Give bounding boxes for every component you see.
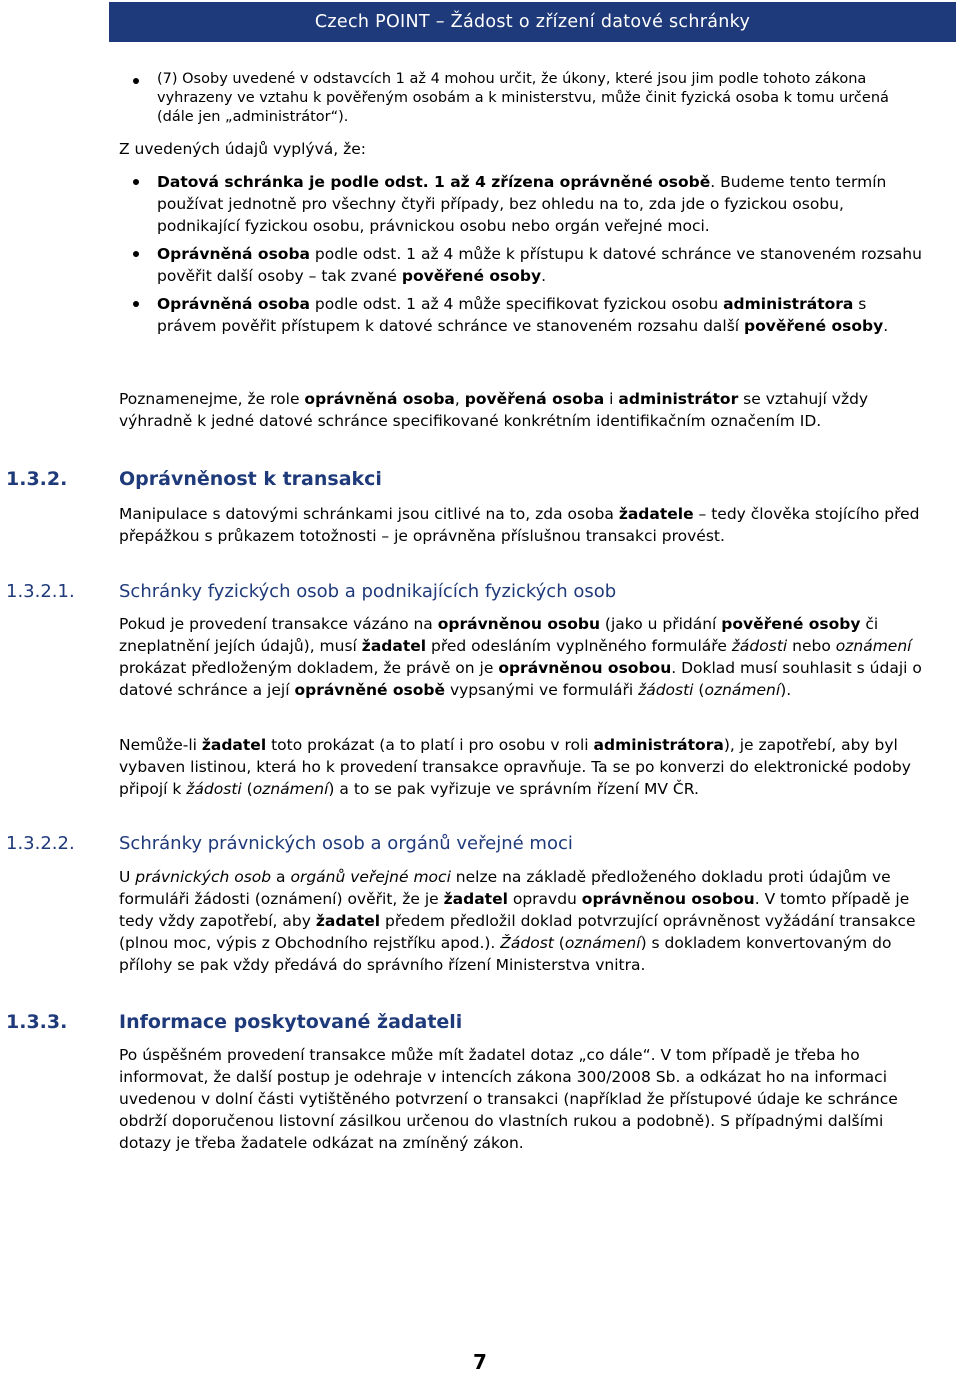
list-item: Datová schránka je podle odst. 1 až 4 zřízena oprávněné osobě. Budeme tento termín používat jednotně pro všechny čtyři případy, bez ohledu na to, zda jde o fyzickou osobu, podnikající fyzickou osobu, právnickou osobu nebo orgán veřejné moci. [119, 171, 929, 237]
document-header: Czech POINT – Žádost o zřízení datové schránky [109, 2, 956, 42]
definition-bullet-list [119, 171, 929, 337]
section-title: Schránky fyzických osob a podnikajících fyzických osob [119, 581, 617, 602]
lead-paragraph: Z uvedených údajů vyplývá, že: [119, 140, 367, 158]
page-number: 7 [473, 1350, 487, 1374]
section-1-3-2-paragraph: Manipulace s datovými schránkami jsou citlivé na to, zda osoba žadatele – tedy člověka stojícího před přepážkou s průkazem totožnosti – je oprávněna příslušnou transakci provést. [119, 505, 920, 545]
section-title: Schránky právnických osob a orgánů veřejné moci [119, 833, 573, 854]
section-number: 1.3.2. [6, 468, 68, 490]
section-number: 1.3.2.1. [6, 581, 75, 602]
section-1-3-2-1-paragraph-2: Nemůže-li žadatel toto prokázat (a to platí i pro osobu v roli administrátora), je zapotřebí, aby byl vybaven listinou, která ho k provedení transakce opravňuje. Ta se po konverzi do elektronické podoby připojí k žádosti (oznámení) a to se pak vyřizuje ve správním řízení MV ČR. [119, 736, 911, 798]
section-1-3-2-1-paragraph-1: Pokud je provedení transakce vázáno na oprávněnou osobu (jako u přidání pověřené osoby či zneplatnění jejích údajů), musí žadatel před odesláním vyplněného formuláře žádosti nebo oznámení prokázat předloženým dokladem, že právě on je oprávněnou osobou. Doklad musí souhlasit s údaji o datové schránce a její oprávněné osobě vypsanými ve formuláři žádosti (oznámení). [119, 615, 922, 699]
section-number: 1.3.3. [6, 1011, 68, 1033]
section-heading-1-3-2-2 [0, 831, 960, 857]
section-heading-1-3-2-1 [0, 579, 960, 605]
section-heading-1-3-3 [0, 1009, 960, 1035]
section-1-3-3-paragraph: Po úspěšném provedení transakce může mít žadatel dotaz „co dále“. V tom případě je třeba ho informovat, že další postup je odehraje v intencích zákona 300/2008 Sb. a odkázat ho na informaci uvedenou v dolní části vytištěného potvrzení o transakci (například že přístupové údaje ke schránce obdrží doporučenou listovní zásilkou určenou do vlastních rukou a podobně). S případnými dalšími dotazy je třeba žadatele odkázat na zmíněný zákon. [119, 1046, 898, 1152]
section-heading-1-3-2 [0, 466, 960, 492]
roles-note-paragraph: Poznamenejme, že role oprávněná osoba, pověřená osoba i administrátor se vztahují vždy výhradně k jedné datové schránce specifikované konkrétním identifikačním označením ID. [119, 390, 869, 430]
section-title: Oprávněnost k transakci [119, 468, 382, 490]
section-number: 1.3.2.2. [6, 833, 75, 854]
list-item: Oprávněná osoba podle odst. 1 až 4 může k přístupu k datové schránce ve stanoveném rozsahu pověřit další osoby – tak zvané pověřené osoby. [119, 243, 929, 287]
intro-bullet-list [119, 70, 929, 127]
section-1-3-2-2-paragraph: U právnických osob a orgánů veřejné moci nelze na základě předloženého dokladu proti údajům ve formuláři žádosti (oznámení) ověřit, že je žadatel opravdu oprávněnou osobou. V tomto případě je tedy vždy zapotřebí, aby žadatel předem předložil doklad potvrzující oprávněnost vyžádání transakce (plnou moc, výpis z Obchodního rejstříku apod.). Žádost (oznámení) s dokladem konvertovaným do přílohy se pak vždy předává do správního řízení Ministerstva vnitra. [119, 868, 916, 974]
list-item: Oprávněná osoba podle odst. 1 až 4 může specifikovat fyzickou osobu administrátora s právem pověřit přístupem k datové schránce ve stanoveném rozsahu další pověřené osoby. [119, 293, 929, 337]
list-item: (7) Osoby uvedené v odstavcích 1 až 4 mohou určit, že úkony, které jsou jim podle tohoto zákona vyhrazeny ve vztahu k pověřeným osobám a k ministerstvu, může činit fyzická osoba k tomu určená (dále jen „administrátor“). [119, 70, 929, 127]
section-title: Informace poskytované žadateli [119, 1011, 463, 1033]
